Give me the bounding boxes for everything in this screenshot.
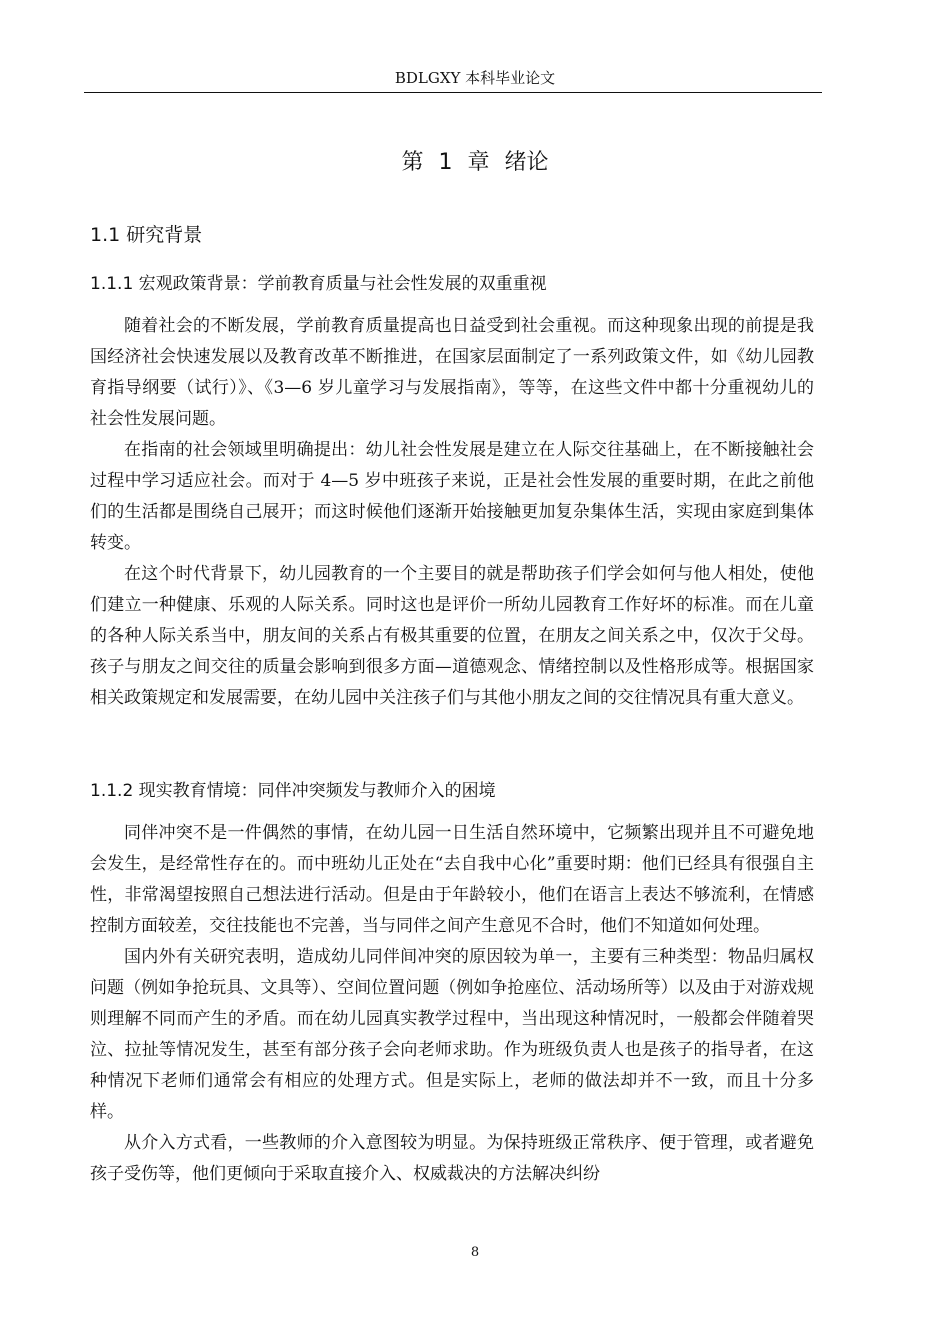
- section-1-1-1-body: [90, 311, 814, 714]
- section-1-1-2-body: [90, 818, 814, 1190]
- paragraph: 在指南的社会领域里明确提出：幼儿社会性发展是建立在人际交往基础上，在不断接触社会过程中学习适应社会。而对于 4—5 岁中班孩子来说，正是社会性发展的重要时期，在此之前他们的生活都是围绕自己展开；而这时候他们逐渐开始接触更加复杂集体生活，实现由家庭到集体转变。: [90, 440, 814, 553]
- page-number: 8: [470, 1245, 480, 1260]
- subsection-heading-1-1-2: 1.1.2 现实教育情境：同伴冲突频发与教师介入的困境: [90, 781, 496, 801]
- paragraph: 同伴冲突不是一件偶然的事情，在幼儿园一日生活自然环境中，它频繁出现并且不可避免地会发生，是经常性存在的。而中班幼儿正处在“去自我中心化”重要时期：他们已经具有很强自主性，非常渴望按照自己想法进行活动。但是由于年龄较小，他们在语言上表达不够流利，在情感控制方面较差，交往技能也不完善，当与同伴之间产生意见不合时，他们不知道如何处理。: [90, 823, 814, 936]
- paragraph: 国内外有关研究表明，造成幼儿同伴间冲突的原因较为单一，主要有三种类型：物品归属权问题（例如争抢玩具、文具等）、空间位置问题（例如争抢座位、活动场所等）以及由于对游戏规则理解不同而产生的矛盾。而在幼儿园真实教学过程中，当出现这种情况时，一般都会伴随着哭泣、拉扯等情况发生，甚至有部分孩子会向老师求助。作为班级负责人也是孩子的指导者，在这种情况下老师们通常会有相应的处理方式。但是实际上，老师的做法却并不一致，而且十分多样。: [90, 947, 814, 1122]
- paragraph: 随着社会的不断发展，学前教育质量提高也日益受到社会重视。而这种现象出现的前提是我国经济社会快速发展以及教育改革不断推进，在国家层面制定了一系列政策文件，如《幼儿园教育指导纲要（试行）》、《3—6 岁儿童学习与发展指南》，等等，在这些文件中都十分重视幼儿的社会性发展问题。: [90, 316, 814, 429]
- paragraph: 从介入方式看，一些教师的介入意图较为明显。为保持班级正常秩序、便于管理，或者避免孩子受伤等，他们更倾向于采取直接介入、权威裁决的方法解决纠纷: [90, 1133, 814, 1184]
- paragraph: 在这个时代背景下，幼儿园教育的一个主要目的就是帮助孩子们学会如何与他人相处，使他们建立一种健康、乐观的人际关系。同时这也是评价一所幼儿园教育工作好坏的标准。而在儿童的各种人际关系当中，朋友间的关系占有极其重要的位置，在朋友之间关系之中，仅次于父母。孩子与朋友之间交往的质量会影响到很多方面—道德观念、情绪控制以及性格形成等。根据国家相关政策规定和发展需要，在幼儿园中关注孩子们与其他小朋友之间的交往情况具有重大意义。: [90, 564, 814, 708]
- header-rule: [84, 92, 822, 93]
- section-heading-1-1: 1.1 研究背景: [90, 224, 203, 246]
- subsection-heading-1-1-1: 1.1.1 宏观政策背景：学前教育质量与社会性发展的双重重视: [90, 274, 547, 294]
- running-header: BDLGXY 本科毕业论文: [394, 69, 556, 87]
- chapter-title: 第 1 章 绪论: [401, 150, 549, 175]
